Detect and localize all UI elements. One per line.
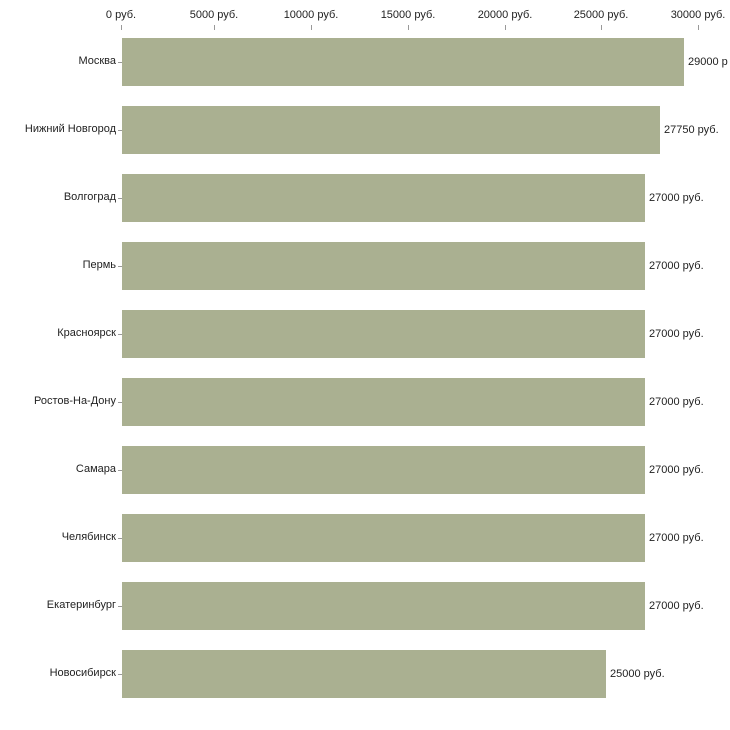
x-tick-label-0: 0 руб. [105, 9, 137, 21]
bar-value-0: 29000 р [688, 56, 728, 68]
category-label-3: Пермь [82, 259, 116, 271]
category-label-7: Челябинск [61, 531, 116, 543]
bar-row [0, 302, 730, 370]
plot-area [0, 30, 730, 710]
x-tick-label-5: 25000 руб. [573, 9, 629, 21]
bar-row [0, 98, 730, 166]
bar-7[interactable] [122, 514, 645, 562]
x-tick-label-4: 20000 руб. [477, 9, 533, 21]
bar-value-2: 27000 руб. [649, 192, 704, 204]
bar-row [0, 642, 730, 710]
category-label-8: Екатеринбург [46, 599, 116, 611]
category-label-6: Самара [75, 463, 116, 475]
bar-row [0, 234, 730, 302]
bar-value-7: 27000 руб. [649, 532, 704, 544]
x-tick-label-6: 30000 руб. [670, 9, 726, 21]
x-tick-label-1: 5000 руб. [189, 9, 239, 21]
bar-6[interactable] [122, 446, 645, 494]
bar-9[interactable] [122, 650, 606, 698]
x-tick-label-2: 10000 руб. [283, 9, 339, 21]
bar-value-9: 25000 руб. [610, 668, 665, 680]
bar-row [0, 166, 730, 234]
bar-value-4: 27000 руб. [649, 328, 704, 340]
bar-value-3: 27000 руб. [649, 260, 704, 272]
category-label-0: Москва [78, 55, 116, 67]
bar-3[interactable] [122, 242, 645, 290]
bar-value-6: 27000 руб. [649, 464, 704, 476]
bar-2[interactable] [122, 174, 645, 222]
bar-row [0, 370, 730, 438]
bar-1[interactable] [122, 106, 660, 154]
bar-4[interactable] [122, 310, 645, 358]
x-axis-top [0, 0, 730, 30]
bar-0[interactable] [122, 38, 684, 86]
bar-row [0, 506, 730, 574]
bar-row [0, 438, 730, 506]
x-tick-label-3: 15000 руб. [380, 9, 436, 21]
bar-value-5: 27000 руб. [649, 396, 704, 408]
category-label-4: Красноярск [57, 327, 116, 339]
category-label-5: Ростов-На-Дону [33, 395, 116, 407]
bar-row [0, 574, 730, 642]
bar-8[interactable] [122, 582, 645, 630]
category-label-9: Новосибирск [49, 667, 116, 679]
category-label-1: Нижний Новгород [24, 123, 116, 135]
bar-5[interactable] [122, 378, 645, 426]
bar-value-1: 27750 руб. [664, 124, 719, 136]
bar-row [0, 30, 730, 98]
category-label-2: Волгоград [63, 191, 116, 203]
bar-value-8: 27000 руб. [649, 600, 704, 612]
